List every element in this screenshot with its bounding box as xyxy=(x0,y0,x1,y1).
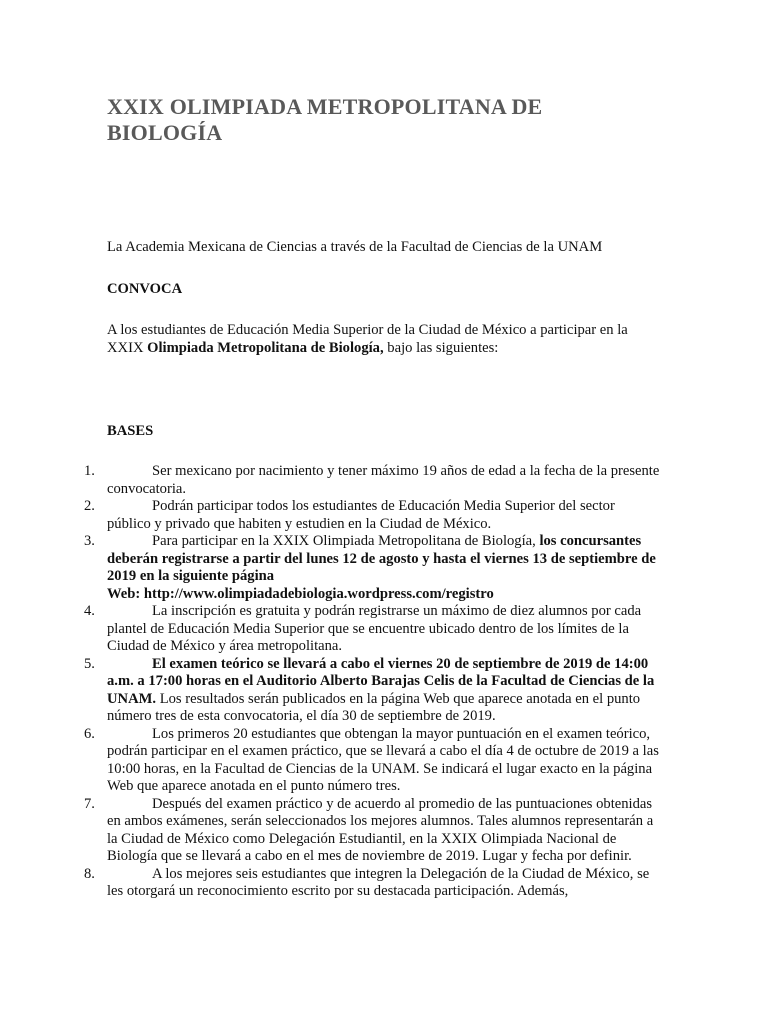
list-item-text: Podrán participar todos los estudiantes de Educación Media Superior del sector público y privado que habiten y estudien en la Ciudad de México. xyxy=(107,498,615,532)
list-item xyxy=(0,498,662,533)
list-item-bold-text: los concursantes deberán registrarse a partir del lunes 12 de agosto y hasta el viernes 13 de septiembre de 2019 en la siguiente página xyxy=(107,533,656,584)
students-paragraph xyxy=(107,322,667,357)
list-item-text: Después del examen práctico y de acuerdo al promedio de las puntuaciones obtenidas en ambos exámenes, serán seleccionados los mejores alumnos. Tales alumnos representarán a la Ciudad de México como Delegación Estudiantil, en la XXIX Olimpiada Nacional de Biología que se llevará a cabo en el mes de noviembre de 2019. Lugar y fecha por definir. xyxy=(107,795,654,864)
list-item-text: Los primeros 20 estudiantes que obtengan la mayor puntuación en el examen teórico, podrán participar en el examen práctico, que se llevará a cabo el día 4 de octubre de 2019 a las 10:00 horas, en la Facultad de Ciencias de la UNAM. Se indicará el lugar exacto en la página Web que aparece anotada en el punto número tres. xyxy=(107,725,659,794)
list-item xyxy=(0,796,662,866)
list-item xyxy=(0,866,662,901)
list-item xyxy=(0,603,662,656)
list-item-text: Para participar en la XXIX Olimpiada Metropolitana de Biología, xyxy=(152,533,540,549)
students-text-pre: A los estudiantes de Educación Media Superior de la Ciudad de México a participar en la XXIX xyxy=(107,322,628,356)
list-item-text: Los resultados serán publicados en la página Web que aparece anotada en el punto número tres de esta convocatoria, el día 30 de septiembre de 2019. xyxy=(107,690,641,724)
list-item-number: 4. xyxy=(84,603,95,619)
bases-list xyxy=(0,463,768,901)
list-item-number: 7. xyxy=(84,795,95,812)
list-item-number: 8. xyxy=(84,865,95,882)
list-item-number: 3. xyxy=(84,533,95,549)
list-item-number: 6. xyxy=(84,725,95,742)
bases-heading: BASES xyxy=(107,423,154,439)
list-item-number: 2. xyxy=(84,498,95,514)
list-item-bold-text: El examen teórico se llevará a cabo el viernes 20 de septiembre de 2019 de 14:00 a.m. a 17:00 horas en el Auditorio Alberto Barajas Celis de la Facultad de Ciencias de la UNAM. xyxy=(107,655,655,707)
registration-link[interactable]: Web: http://www.olimpiadadebiologia.wordpress.com/registro xyxy=(107,585,494,602)
list-item-text: A los mejores seis estudiantes que integren la Delegación de la Ciudad de México, se les otorgará un reconocimiento escrito por su destacada participación. Además, xyxy=(107,865,650,899)
convoca-heading: CONVOCA xyxy=(107,281,183,297)
list-item xyxy=(0,656,662,726)
intro-paragraph: La Academia Mexicana de Ciencias a través de la Facultad de Ciencias de la UNAM xyxy=(107,239,603,255)
list-item xyxy=(0,726,662,796)
list-item-text: Ser mexicano por nacimiento y tener máximo 19 años de edad a la fecha de la presente convocatoria. xyxy=(107,463,660,497)
list-item xyxy=(0,463,662,498)
list-item-number: 1. xyxy=(84,463,95,479)
document-title: XXIX OLIMPIADA METROPOLITANA DE BIOLOGÍA xyxy=(107,94,543,145)
list-item xyxy=(0,533,662,603)
list-item-number: 5. xyxy=(84,655,95,672)
students-text-post: bajo las siguientes: xyxy=(383,339,499,356)
students-text-bold: Olimpiada Metropolitana de Biología, xyxy=(147,339,384,356)
list-item-text: La inscripción es gratuita y podrán registrarse un máximo de diez alumnos por cada plantel de Educación Media Superior que se encuentre ubicado dentro de los límites de la Ciudad de México y área metropolitana. xyxy=(107,603,642,654)
